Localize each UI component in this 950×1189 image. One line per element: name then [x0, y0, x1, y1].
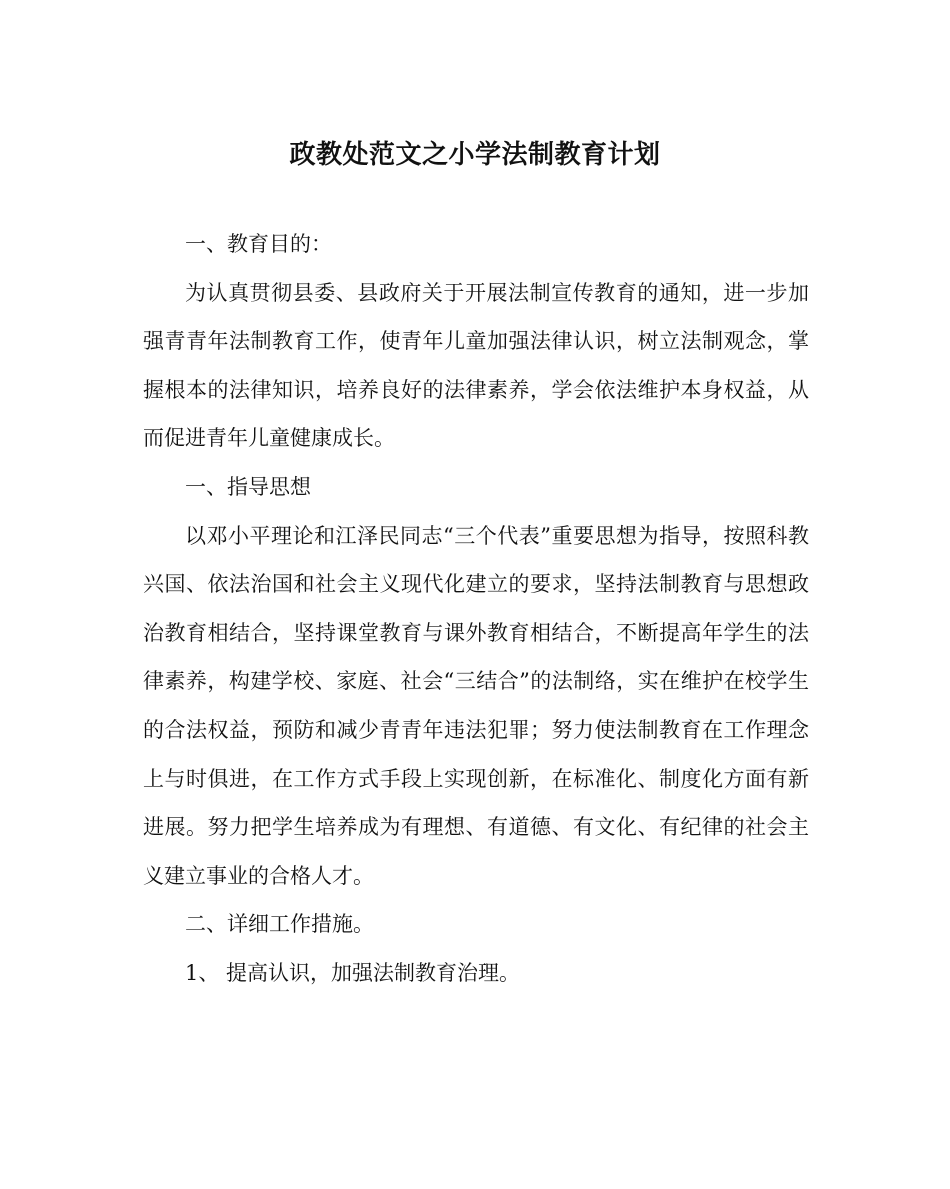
section-heading-guiding-ideology: 一、指导思想	[185, 474, 311, 499]
section-heading-purpose: 一、教育目的：	[185, 232, 332, 256]
document-body	[143, 220, 809, 998]
section-heading-work-measures: 二、详细工作措施。	[185, 912, 374, 937]
list-item-measure-1: 1、 提高认识，加强法制教育治理。	[185, 960, 521, 985]
paragraph-purpose: 为认真贯彻县委、县政府关于开展法制宣传教育的通知，进一步加强青青年法制教育工作，使青年儿童加强法律认识，树立法制观念，掌握根本的法律知识，培养良好的法律素养，学会依法维护本身权益，从而促进青年儿童健康成长。	[143, 280, 809, 451]
paragraph-guiding-ideology: 以邓小平理论和江泽民同志“三个代表”重要思想为指导，按照科教兴国、依法治国和社会主义现代化建立的要求，坚持法制教育与思想政治教育相结合，坚持课堂教育与课外教育相结合，不断提高年学生的法律素养，构建学校、家庭、社会“三结合”的法制络，实在维护在校学生的合法权益，预防和减少青青年违法犯罪；努力使法制教育在工作理念上与时俱进，在工作方式手段上实现创新，在标准化、制度化方面有新进展。努力把学生培养成为有理想、有道德、有文化、有纪律的社会主义建立事业的合格人才。	[143, 523, 809, 888]
document-title: 政教处范文之小学法制教育计划	[289, 140, 661, 170]
